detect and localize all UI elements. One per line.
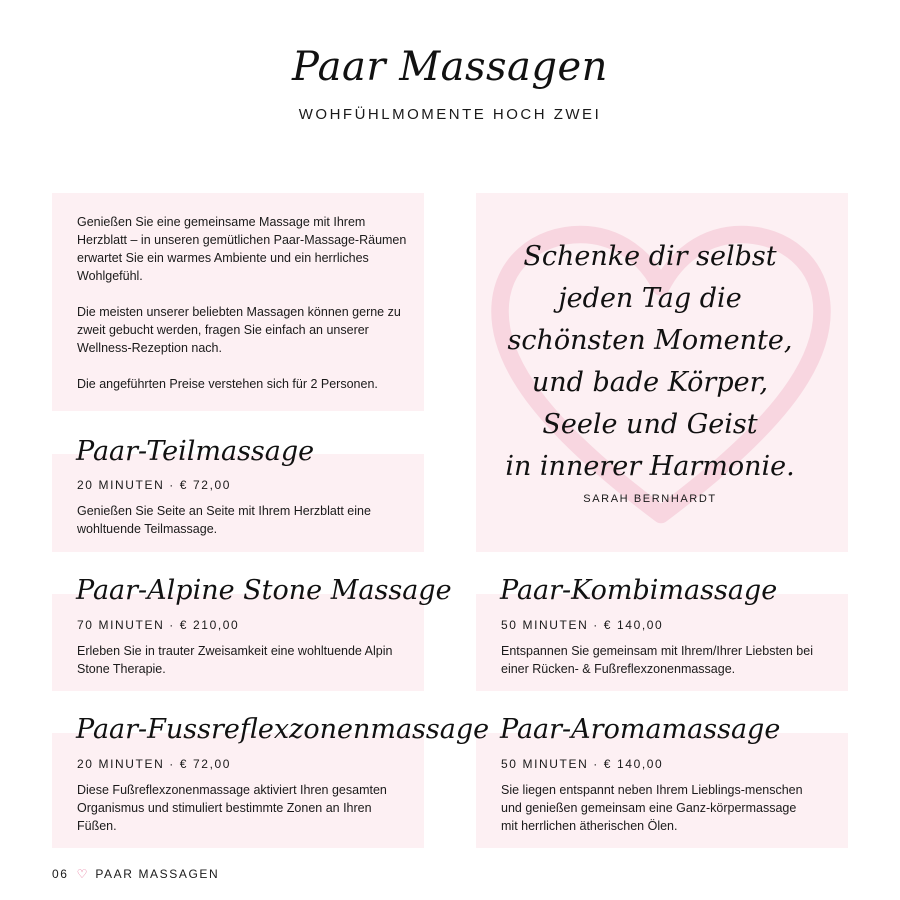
treatment-description: Entspannen Sie gemeinsam mit Ihrem/Ihrer Liebsten bei einer Rücken- & Fußreflexzonenmassage.: [501, 644, 813, 676]
treatment-meta: 50 MINUTEN · € 140,00: [501, 757, 664, 771]
quote-text: [500, 236, 800, 488]
page-title: Paar Massagen: [292, 44, 608, 90]
treatment-meta: 70 MINUTEN · € 210,00: [77, 618, 240, 632]
treatment-title: Paar-Teilmassage: [76, 436, 315, 467]
treatment-meta: 20 MINUTEN · € 72,00: [77, 757, 232, 771]
treatment-description: Genießen Sie Seite an Seite mit Ihrem Herzblatt eine wohltuende Teilmassage.: [77, 504, 371, 536]
intro-paragraph: Genießen Sie eine gemeinsame Massage mit Ihrem Herzblatt – in unseren gemütlichen Paar-Massage-Räumen erwartet Sie ein warmes Ambiente und ein herrliches Wohlgefühl.: [77, 215, 407, 283]
treatment-title: Paar-Aromamassage: [500, 714, 781, 745]
treatment-title: Paar-Fussreflexzonenmassage: [76, 714, 490, 745]
quote-line: und bade Körper,: [531, 367, 769, 398]
quote-line: Seele und Geist: [542, 409, 758, 440]
intro-paragraph: Die meisten unserer beliebten Massagen können gerne zu zweit gebucht werden, fragen Sie einfach an unserer Wellness-Rezeption nach.: [77, 305, 401, 355]
treatment-description: Erleben Sie in trauter Zweisamkeit eine wohltuende Alpin Stone Therapie.: [77, 644, 393, 676]
heart-outline-icon: ♡: [76, 867, 88, 881]
treatment-title: Paar-Alpine Stone Massage: [76, 575, 452, 606]
quote-line: schönsten Momente,: [507, 325, 793, 356]
treatment-meta: 20 MINUTEN · € 72,00: [77, 478, 232, 492]
treatment-description: Sie liegen entspannt neben Ihrem Lieblings-menschen und genießen gemeinsam eine Ganz-körpermassage mit herrlichen ätherischen Ölen.: [501, 783, 803, 833]
page-footer: [52, 867, 219, 881]
quote-line: Schenke dir selbst: [523, 241, 777, 272]
intro-paragraph: Die angeführten Preise verstehen sich für 2 Personen.: [77, 377, 378, 391]
page-number: 06: [52, 867, 69, 881]
quote-author: SARAH BERNHARDT: [583, 493, 717, 505]
quote-line: in innerer Harmonie.: [505, 451, 795, 482]
page-subtitle: WOHFÜHLMOMENTE HOCH ZWEI: [298, 106, 602, 123]
treatment-description: Diese Fußreflexzonenmassage aktiviert Ihren gesamten Organismus und stimuliert bestimmte Zonen an Ihren Füßen.: [77, 783, 387, 833]
treatment-meta: 50 MINUTEN · € 140,00: [501, 618, 664, 632]
treatment-title: Paar-Kombimassage: [500, 575, 778, 606]
intro-text: [77, 213, 407, 393]
quote-line: jeden Tag die: [558, 283, 742, 314]
footer-section-label: PAAR MASSAGEN: [95, 867, 220, 881]
